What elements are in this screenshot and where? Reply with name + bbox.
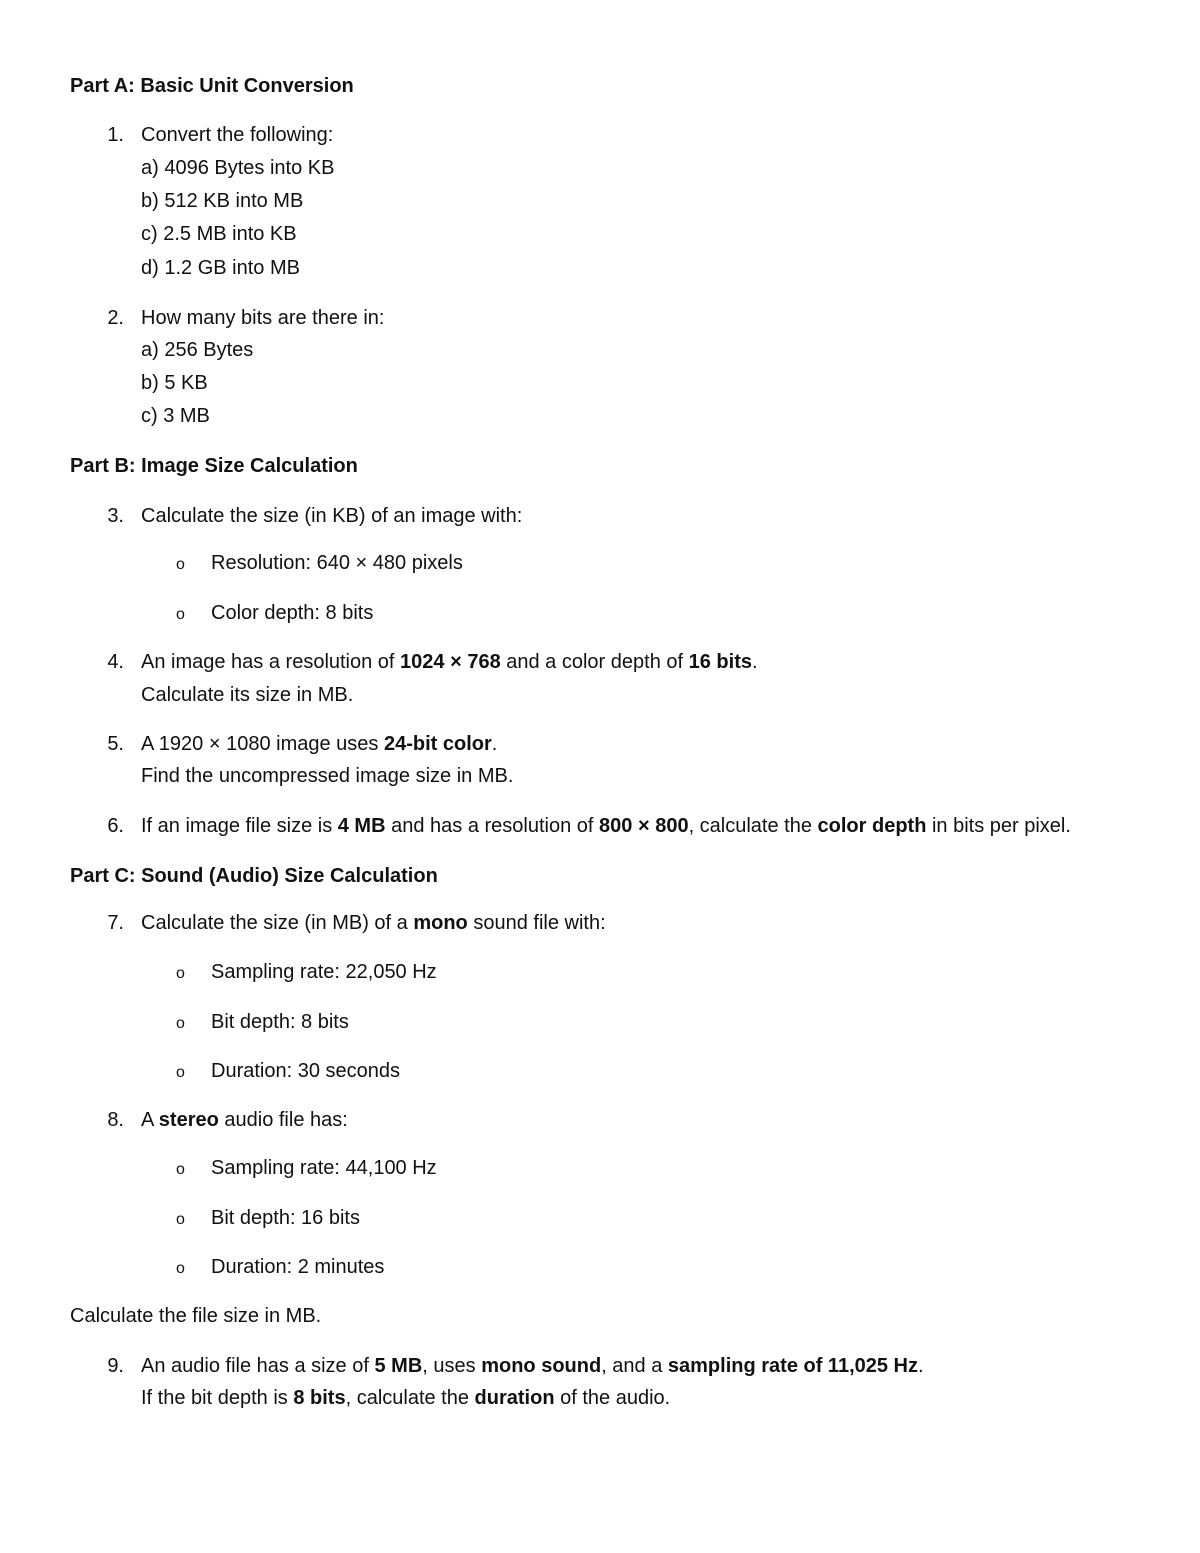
bullet-item: Bit depth: 16 bits xyxy=(211,1207,360,1229)
bullet-icon: o xyxy=(176,1211,185,1228)
question-number: 5. xyxy=(107,733,124,755)
question-number: 3. xyxy=(107,505,124,527)
instruction-text: Calculate the file size in MB. xyxy=(70,1305,322,1327)
question-text: How many bits are there in: xyxy=(141,307,385,329)
bullet-icon: o xyxy=(176,1161,185,1178)
question-text: A stereo audio file has: xyxy=(141,1109,348,1131)
sub-item: b) 5 KB xyxy=(141,372,208,394)
question-number: 8. xyxy=(107,1109,124,1131)
question-text: Calculate the size (in MB) of a mono sound file with: xyxy=(141,912,606,934)
bullet-icon: o xyxy=(176,556,185,573)
question-number: 2. xyxy=(107,307,124,329)
sub-item: a) 4096 Bytes into KB xyxy=(141,157,335,179)
question-number: 9. xyxy=(107,1355,124,1377)
bullet-item: Color depth: 8 bits xyxy=(211,602,374,624)
question-text-line2: Find the uncompressed image size in MB. xyxy=(141,765,514,787)
question-text: If an image file size is 4 MB and has a resolution of 800 × 800, calculate the color depth in bits per pixel. xyxy=(141,815,1071,837)
question-text: Calculate the size (in KB) of an image with: xyxy=(141,505,523,527)
question-number: 4. xyxy=(107,651,124,673)
part-a-heading: Part A: Basic Unit Conversion xyxy=(70,75,354,97)
question-number: 7. xyxy=(107,912,124,934)
bullet-item: Duration: 30 seconds xyxy=(211,1060,401,1082)
bullet-item: Bit depth: 8 bits xyxy=(211,1011,349,1033)
sub-item: d) 1.2 GB into MB xyxy=(141,257,300,279)
bullet-item: Sampling rate: 44,100 Hz xyxy=(211,1157,437,1179)
bullet-icon: o xyxy=(176,606,185,623)
bullet-icon: o xyxy=(176,1260,185,1277)
question-number: 6. xyxy=(107,815,124,837)
question-text: A 1920 × 1080 image uses 24-bit color. xyxy=(141,733,498,755)
sub-item: c) 3 MB xyxy=(141,405,210,427)
question-text: An image has a resolution of 1024 × 768 and a color depth of 16 bits. xyxy=(141,651,758,673)
question-text: An audio file has a size of 5 MB, uses mono sound, and a sampling rate of 11,025 Hz. xyxy=(141,1355,924,1377)
sub-item: b) 512 KB into MB xyxy=(141,190,304,212)
bullet-item: Resolution: 640 × 480 pixels xyxy=(211,552,463,574)
sub-item: a) 256 Bytes xyxy=(141,339,254,361)
question-number: 1. xyxy=(107,124,124,146)
sub-item: c) 2.5 MB into KB xyxy=(141,223,297,245)
part-b-heading: Part B: Image Size Calculation xyxy=(70,455,358,477)
bullet-icon: o xyxy=(176,965,185,982)
bullet-icon: o xyxy=(176,1015,185,1032)
part-c-heading: Part C: Sound (Audio) Size Calculation xyxy=(70,865,438,887)
question-text: Convert the following: xyxy=(141,124,334,146)
bullet-icon: o xyxy=(176,1064,185,1081)
question-text-line2: Calculate its size in MB. xyxy=(141,684,354,706)
bullet-item: Sampling rate: 22,050 Hz xyxy=(211,961,437,983)
bullet-item: Duration: 2 minutes xyxy=(211,1256,385,1278)
question-text-line2: If the bit depth is 8 bits, calculate the duration of the audio. xyxy=(141,1387,671,1409)
